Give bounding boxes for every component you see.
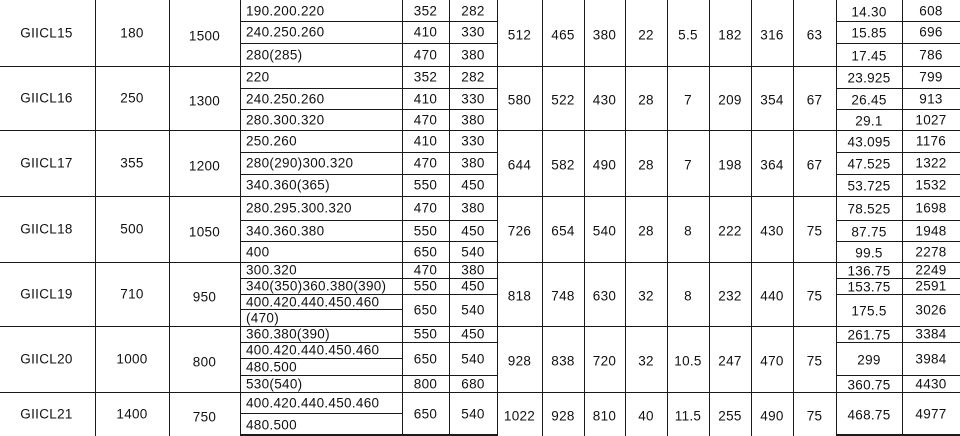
- spec-d2-cell: 810: [592, 408, 617, 424]
- length-l1-cell: 330: [461, 133, 485, 149]
- grid-line-horizontal: [240, 413, 402, 414]
- mass-cell: 3984: [915, 350, 947, 366]
- spec-d1-cell: 748: [551, 288, 575, 304]
- length-l-cell: 550: [413, 326, 438, 342]
- spec-c-cell: 7: [684, 92, 692, 108]
- grid-line-horizontal: [836, 152, 960, 153]
- grid-line-horizontal: [240, 21, 497, 22]
- mass-cell: 1176: [915, 133, 947, 149]
- spec-s-cell: 40: [638, 408, 654, 424]
- spec-a-cell: 67: [806, 92, 823, 108]
- inertia-cell: 17.45: [851, 47, 887, 63]
- spec-b-cell: 316: [760, 27, 784, 43]
- grid-line-horizontal: [240, 174, 497, 175]
- grid-line-horizontal: [836, 109, 960, 110]
- mass-cell: 2249: [915, 262, 947, 278]
- length-l1-cell: 282: [461, 2, 485, 18]
- mass-cell: 608: [919, 2, 943, 18]
- speed-cell: 950: [192, 289, 217, 305]
- spec-s-cell: 32: [638, 353, 654, 369]
- length-l1-cell: 380: [461, 200, 485, 216]
- inertia-cell: 29.1: [855, 112, 883, 128]
- model-cell: GIICL15: [20, 25, 73, 41]
- spec-b-cell: 364: [760, 157, 784, 173]
- length-l1-cell: 540: [461, 243, 485, 259]
- torque-cell: 500: [120, 221, 144, 237]
- spec-d2-cell: 430: [592, 92, 617, 108]
- spec-d1-cell: 522: [551, 92, 575, 108]
- mass-cell: 4430: [915, 375, 947, 391]
- inertia-cell: 53.725: [847, 178, 891, 194]
- grid-line-horizontal: [240, 88, 497, 89]
- spec-d1-cell: 465: [551, 27, 575, 43]
- spec-b-cell: 470: [760, 353, 784, 369]
- bore-cell: 280.295.300.320: [246, 200, 352, 216]
- speed-cell: 1500: [188, 28, 221, 44]
- grid-line-horizontal: [836, 88, 960, 89]
- speed-cell: 1200: [188, 158, 221, 174]
- length-l1-cell: 540: [461, 302, 485, 318]
- inertia-cell: 136.75: [847, 263, 891, 279]
- mass-cell: 696: [919, 24, 943, 40]
- bore-cell: 240.250.260: [246, 24, 325, 40]
- speed-cell: 1050: [188, 224, 221, 240]
- inertia-cell: 26.45: [851, 91, 887, 107]
- torque-cell: 1400: [116, 406, 148, 422]
- length-l1-cell: 540: [461, 406, 485, 422]
- inertia-cell: 87.75: [851, 223, 887, 239]
- length-l-cell: 550: [413, 222, 438, 238]
- spec-d1-cell: 582: [551, 157, 575, 173]
- length-l-cell: 410: [413, 24, 438, 40]
- mass-cell: 1948: [915, 222, 947, 238]
- mass-cell: 1698: [915, 200, 947, 216]
- mass-cell: 2278: [915, 243, 947, 259]
- mass-cell: 2591: [915, 278, 947, 294]
- spec-d1-cell: 654: [551, 223, 575, 239]
- inertia-cell: 47.525: [847, 156, 891, 172]
- length-l1-cell: 450: [461, 326, 485, 342]
- spec-e-cell: 255: [718, 408, 742, 424]
- spec-c-cell: 8: [684, 223, 692, 239]
- spec-d1-cell: 928: [551, 408, 575, 424]
- spec-e-cell: 198: [718, 157, 742, 173]
- model-cell: GIICL17: [20, 155, 73, 171]
- grid-line-horizontal: [240, 43, 497, 44]
- spec-b-cell: 354: [760, 92, 784, 108]
- spec-d2-cell: 490: [592, 157, 617, 173]
- grid-line-horizontal: [0, 196, 960, 197]
- length-l-cell: 470: [413, 200, 438, 216]
- mass-cell: 1532: [915, 177, 947, 193]
- spec-d2-cell: 540: [592, 223, 617, 239]
- bore-cell: 480.500: [246, 416, 297, 432]
- inertia-cell: 299: [857, 351, 881, 367]
- length-l-cell: 800: [413, 375, 438, 391]
- inertia-cell: 261.75: [847, 327, 891, 343]
- length-l-cell: 650: [413, 243, 438, 259]
- spec-d2-cell: 380: [592, 27, 617, 43]
- torque-cell: 1000: [116, 351, 148, 367]
- bore-cell: 190.200.220: [246, 2, 325, 18]
- bore-cell: 280.300.320: [246, 111, 325, 127]
- spec-e-cell: 222: [718, 223, 742, 239]
- spec-d-cell: 818: [507, 288, 532, 304]
- bore-cell: 360.380(390): [246, 326, 330, 342]
- bore-cell: 280(290)300.320: [246, 155, 354, 171]
- spec-b-cell: 490: [760, 408, 784, 424]
- length-l-cell: 650: [413, 350, 438, 366]
- spec-d-cell: 644: [507, 157, 532, 173]
- inertia-cell: 78.525: [847, 201, 891, 217]
- spec-d-cell: 726: [507, 223, 532, 239]
- bore-cell: 480.500: [246, 358, 297, 374]
- mass-cell: 799: [919, 69, 943, 85]
- spec-a-cell: 75: [806, 223, 823, 239]
- torque-cell: 250: [120, 90, 144, 106]
- length-l-cell: 410: [413, 90, 438, 106]
- spec-a-cell: 75: [806, 408, 823, 424]
- length-l1-cell: 330: [461, 24, 485, 40]
- spec-d-cell: 1022: [503, 408, 536, 424]
- bore-cell: 220: [246, 69, 270, 85]
- length-l-cell: 550: [413, 278, 438, 294]
- spec-c-cell: 11.5: [674, 408, 702, 424]
- spec-b-cell: 440: [760, 288, 784, 304]
- length-l1-cell: 380: [461, 46, 485, 62]
- spec-e-cell: 247: [718, 353, 742, 369]
- mass-cell: 1027: [915, 111, 947, 127]
- bore-cell: 400.420.440.450.460: [246, 342, 380, 358]
- spec-e-cell: 182: [718, 27, 742, 43]
- grid-line-horizontal: [240, 220, 497, 221]
- model-cell: GIICL16: [20, 90, 73, 106]
- torque-cell: 180: [120, 25, 144, 41]
- spec-a-cell: 75: [806, 353, 823, 369]
- grid-line-horizontal: [0, 392, 960, 393]
- bore-cell: (470): [246, 309, 280, 325]
- spec-a-cell: 67: [806, 157, 823, 173]
- spec-c-cell: 10.5: [674, 353, 702, 369]
- speed-cell: 1300: [188, 93, 221, 109]
- torque-cell: 710: [120, 286, 144, 302]
- spec-b-cell: 430: [760, 223, 784, 239]
- grid-line-horizontal: [0, 130, 960, 131]
- length-l-cell: 470: [413, 155, 438, 171]
- grid-line-horizontal: [240, 109, 497, 110]
- length-l1-cell: 450: [461, 177, 485, 193]
- grid-line-horizontal: [240, 152, 497, 153]
- model-cell: GIICL21: [20, 406, 73, 422]
- spec-s-cell: 22: [638, 27, 654, 43]
- inertia-cell: 153.75: [847, 279, 891, 295]
- spec-d-cell: 512: [507, 27, 532, 43]
- grid-line-horizontal: [836, 174, 960, 175]
- spec-a-cell: 63: [806, 27, 823, 43]
- inertia-cell: 468.75: [847, 407, 891, 423]
- spec-d2-cell: 720: [592, 353, 617, 369]
- length-l1-cell: 380: [461, 155, 485, 171]
- bore-cell: 240.250.260: [246, 90, 325, 106]
- bore-cell: 340(350)360.380(390): [246, 278, 387, 294]
- spec-d2-cell: 630: [592, 288, 617, 304]
- length-l1-cell: 380: [461, 111, 485, 127]
- bore-cell: 340.360.380: [246, 222, 325, 238]
- bore-cell: 400: [246, 243, 270, 259]
- inertia-cell: 14.30: [851, 3, 887, 19]
- inertia-cell: 15.85: [851, 25, 887, 41]
- length-l-cell: 650: [413, 406, 438, 422]
- model-cell: GIICL19: [20, 286, 73, 302]
- inertia-cell: 99.5: [855, 244, 883, 260]
- bore-cell: 400.420.440.450.460: [246, 394, 380, 410]
- bore-cell: 400.420.440.450.460: [246, 293, 380, 309]
- bore-cell: 340.360(365): [246, 177, 330, 193]
- length-l-cell: 470: [413, 111, 438, 127]
- speed-cell: 750: [192, 409, 217, 425]
- grid-line-horizontal: [836, 241, 960, 242]
- mass-cell: 3384: [915, 326, 947, 342]
- length-l-cell: 410: [413, 133, 438, 149]
- length-l1-cell: 680: [461, 375, 485, 391]
- mass-cell: 913: [919, 90, 943, 106]
- length-l-cell: 352: [413, 69, 438, 85]
- mass-cell: 3026: [915, 302, 947, 318]
- mass-cell: 1322: [915, 155, 947, 171]
- spec-c-cell: 7: [684, 157, 692, 173]
- length-l1-cell: 540: [461, 350, 485, 366]
- spec-e-cell: 209: [718, 92, 742, 108]
- speed-cell: 800: [192, 354, 217, 370]
- spec-c-cell: 5.5: [678, 27, 698, 43]
- spec-s-cell: 28: [638, 223, 654, 239]
- spec-d1-cell: 838: [551, 353, 575, 369]
- grid-line-horizontal: [240, 241, 497, 242]
- model-cell: GIICL18: [20, 221, 73, 237]
- length-l-cell: 550: [413, 177, 438, 193]
- length-l-cell: 650: [413, 302, 438, 318]
- inertia-cell: 23.925: [847, 70, 891, 86]
- spec-d-cell: 928: [507, 353, 532, 369]
- torque-cell: 355: [120, 155, 144, 171]
- inertia-cell: 360.75: [847, 376, 891, 392]
- bore-cell: 250.260: [246, 133, 297, 149]
- grid-line-horizontal: [836, 21, 960, 22]
- length-l-cell: 470: [413, 46, 438, 62]
- spec-a-cell: 75: [806, 288, 823, 304]
- grid-line-horizontal: [836, 43, 960, 44]
- mass-cell: 786: [919, 46, 943, 62]
- bore-cell: 280(285): [246, 46, 303, 62]
- model-cell: GIICL20: [20, 351, 73, 367]
- spec-s-cell: 28: [638, 92, 654, 108]
- grid-line-horizontal: [0, 66, 960, 67]
- grid-line-horizontal: [836, 220, 960, 221]
- length-l1-cell: 450: [461, 278, 485, 294]
- spec-d-cell: 580: [507, 92, 532, 108]
- length-l1-cell: 450: [461, 222, 485, 238]
- spec-s-cell: 28: [638, 157, 654, 173]
- length-l-cell: 352: [413, 2, 438, 18]
- length-l1-cell: 330: [461, 90, 485, 106]
- bore-cell: 300.320: [246, 262, 297, 278]
- length-l1-cell: 282: [461, 69, 485, 85]
- spec-c-cell: 8: [684, 288, 692, 304]
- length-l1-cell: 380: [461, 262, 485, 278]
- spec-s-cell: 32: [638, 288, 654, 304]
- spec-e-cell: 232: [718, 288, 742, 304]
- bore-cell: 530(540): [246, 375, 303, 391]
- length-l-cell: 470: [413, 262, 438, 278]
- inertia-cell: 175.5: [851, 303, 887, 319]
- inertia-cell: 43.095: [847, 134, 891, 150]
- mass-cell: 4977: [915, 406, 947, 422]
